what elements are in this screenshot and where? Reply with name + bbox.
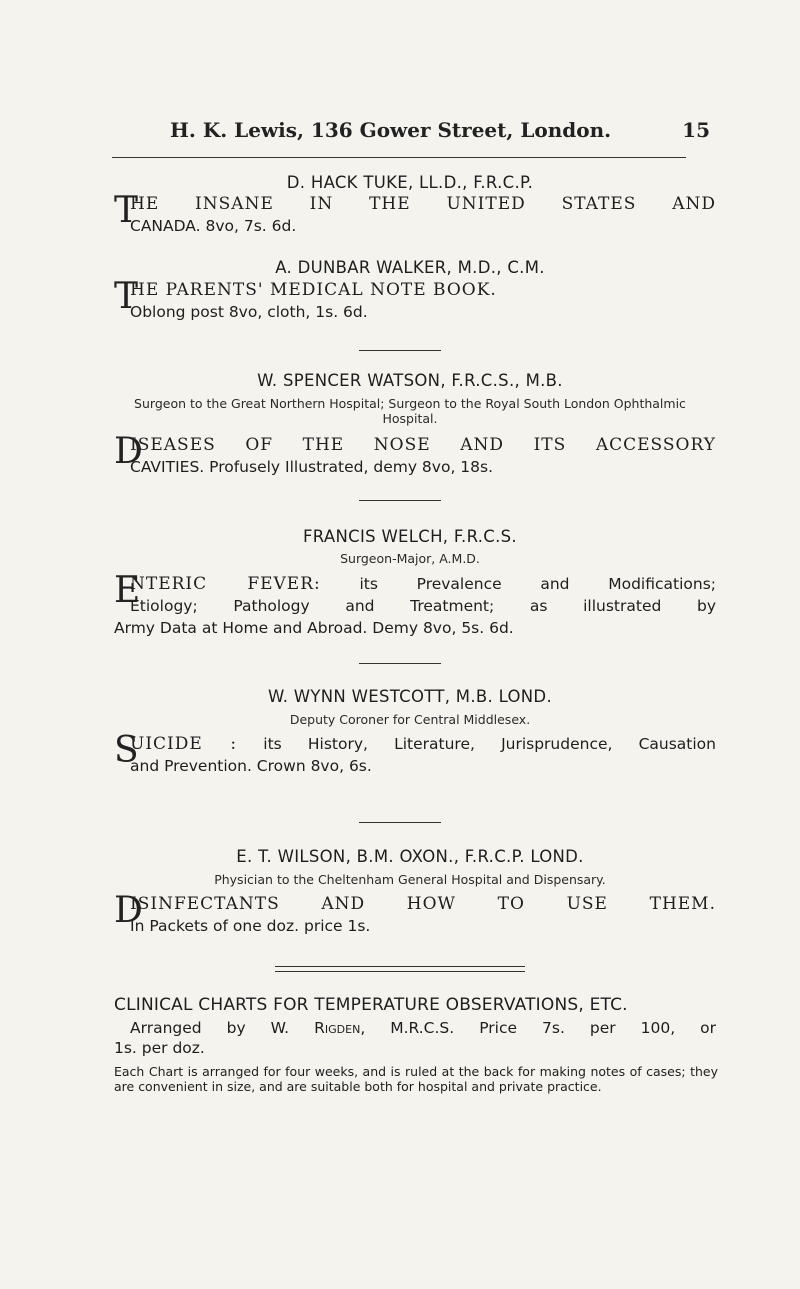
book-entry xyxy=(114,570,716,639)
clinical-desc-line-2: 1s. per doz. xyxy=(114,1039,205,1057)
book-entry xyxy=(114,276,716,323)
title-caps: UICIDE : xyxy=(130,734,238,754)
drop-cap: T xyxy=(114,190,139,231)
clinical-desc-pre: Arranged by W. xyxy=(130,1019,290,1037)
book-description-continued: Army Data at Home and Abroad. Demy 8vo, 5s. 6d. xyxy=(114,619,514,637)
header-rule xyxy=(112,157,686,158)
title-caps: NTERIC FEVER: xyxy=(130,574,321,594)
clinical-desc-name: Rigden xyxy=(314,1019,361,1037)
title-tail: its Prevalence and Modifications; xyxy=(359,575,716,593)
clinical-charts-description xyxy=(114,1018,716,1058)
clinical-charts-note: Each Chart is arranged for four weeks, and is ruled at the back for making notes of cases; they are convenient in size, and are suitable both for hospital and private practice. xyxy=(114,1064,718,1094)
book-title: HE PARENTS' MEDICAL NOTE BOOK. xyxy=(130,280,497,300)
drop-cap: T xyxy=(114,276,139,317)
book-title xyxy=(130,573,716,595)
drop-cap: E xyxy=(114,570,141,611)
author-heading: D. HACK TUKE, LL.D., F.R.C.P. xyxy=(286,173,534,192)
book-description: CANADA. 8vo, 7s. 6d. xyxy=(130,217,297,235)
section-rule xyxy=(359,350,441,351)
book-title xyxy=(130,733,716,755)
book-title: ISEASES OF THE NOSE AND ITS ACCESSORY xyxy=(130,435,716,455)
section-rule xyxy=(359,822,441,823)
book-description: In Packets of one doz. price 1s. xyxy=(130,917,371,935)
author-heading: W. SPENCER WATSON, F.R.C.S., M.B. xyxy=(257,371,563,390)
book-description: CAVITIES. Profusely Illustrated, demy 8vo, 18s. xyxy=(130,458,494,476)
drop-cap: S xyxy=(114,730,139,771)
page-number: 15 xyxy=(682,118,710,142)
author-heading: A. DUNBAR WALKER, M.D., C.M. xyxy=(275,258,545,277)
book-entry xyxy=(114,730,716,777)
author-credentials: Physician to the Cheltenham General Hospital and Dispensary. xyxy=(214,872,606,887)
author-heading: FRANCIS WELCH, F.R.C.S. xyxy=(303,527,517,546)
drop-cap: D xyxy=(114,890,143,931)
section-rule xyxy=(359,500,441,501)
book-entry xyxy=(114,431,716,478)
double-rule-top xyxy=(275,966,525,967)
author-heading: W. WYNN WESTCOTT, M.B. LOND. xyxy=(267,687,552,706)
book-description: Oblong post 8vo, cloth, 1s. 6d. xyxy=(130,303,368,321)
title-tail: its History, Literature, Jurisprudence, Causation xyxy=(263,735,716,753)
book-title: HE INSANE IN THE UNITED STATES AND xyxy=(130,194,716,214)
clinical-charts-title: CLINICAL CHARTS FOR TEMPERATURE OBSERVATIONS, ETC. xyxy=(114,995,628,1015)
book-entry xyxy=(114,890,716,937)
book-entry xyxy=(114,190,716,237)
clinical-desc-line xyxy=(114,1018,716,1038)
author-credentials: Surgeon to the Great Northern Hospital; Surgeon to the Royal South London Ophthalmic Hospital. xyxy=(134,396,686,426)
running-head xyxy=(170,118,710,142)
drop-cap: D xyxy=(114,431,143,472)
book-title: ISINFECTANTS AND HOW TO USE THEM. xyxy=(130,894,716,914)
clinical-desc-post: , M.R.C.S. Price 7s. per 100, or xyxy=(360,1019,717,1037)
double-rule-bottom xyxy=(275,971,525,972)
author-credentials: Surgeon-Major, A.M.D. xyxy=(340,551,480,566)
book-description: Etiology; Pathology and Treatment; as illustrated by xyxy=(130,597,716,615)
publisher-address: H. K. Lewis, 136 Gower Street, London. xyxy=(170,118,612,142)
author-credentials: Deputy Coroner for Central Middlesex. xyxy=(289,712,531,727)
book-description: and Prevention. Crown 8vo, 6s. xyxy=(130,757,372,775)
section-rule xyxy=(359,663,441,664)
author-heading: E. T. WILSON, B.M. OXON., F.R.C.P. LOND. xyxy=(236,847,584,866)
